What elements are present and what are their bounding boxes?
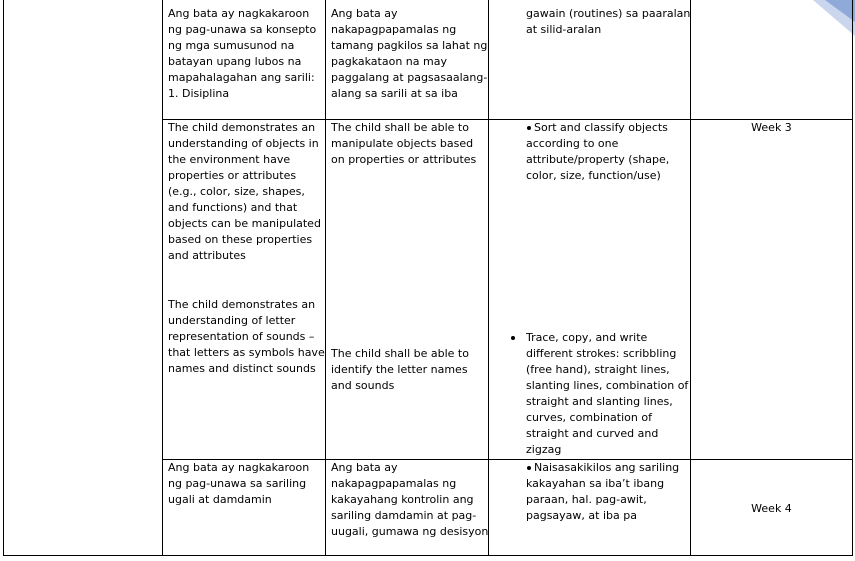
week-label: Week 3 (751, 121, 792, 134)
cell-competency: gawain (routines) sa paaralan at silid-aralan (526, 7, 691, 36)
cell-content-standard: The child demonstrates an understanding of objects in the environment have properties or attributes (e.g., color, size, shapes, and functions) and that objects can be manipulated based on these properties and attributes (168, 121, 321, 262)
table-border-right (852, 0, 853, 556)
cell-competency: according to one attribute/property (shape, color, size, function/use) (526, 137, 670, 182)
cell-performance-standard: The child shall be able to identify the letter names and sounds (331, 347, 469, 392)
table-border-bottom (3, 555, 853, 556)
cell-competency: kakayahan sa iba’t ibang paraan, hal. pag-awit, pagsayaw, at iba pa (526, 477, 665, 522)
cell-performance-standard: Ang bata ay nakapagpapamalas ng tamang pagkilos sa lahat ng pagkakataon na may paggalang at pagsasaalang- alang sa sarili at sa iba (331, 7, 488, 100)
bullet-icon (527, 126, 531, 130)
bullet-icon (527, 466, 531, 470)
bullet-icon (511, 336, 515, 340)
cell-competency: Sort and classify objects (534, 121, 668, 134)
col-divider-2 (325, 0, 326, 556)
cell-content-standard: Ang bata ay nagkakaroon ng pag-unawa sa sariling ugali at damdamin (168, 461, 310, 506)
col-divider-1 (162, 0, 163, 556)
cell-performance-standard: The child shall be able to manipulate objects based on properties or attributes (331, 121, 477, 166)
table-border-left (3, 0, 4, 556)
cell-competency: Trace, copy, and write different strokes: scribbling (free hand), straight lines, slanting lines, combination of straight and slanting lines, curves, combination of straight and curved and zigzag (526, 331, 689, 456)
page-corner-fold-icon (795, 0, 855, 40)
cell-content-standard: Ang bata ay nagkakaroon ng pag-unawa sa konsepto ng mga sumusunod na batayan upang lubos na mapahalagahan ang sarili: 1. Disiplina (168, 7, 317, 100)
cell-content-standard: The child demonstrates an understanding of letter representation of sounds – that letters as symbols have names and distinct sounds (168, 298, 325, 375)
cell-competency: Naisasakikilos ang sariling (534, 461, 680, 474)
cell-performance-standard: Ang bata ay nakapagpapamalas ng kakayahang kontrolin ang sariling damdamin at pag- uugali, gumawa ng desisyon (331, 461, 489, 538)
week-label: Week 4 (751, 502, 792, 515)
col-divider-4 (690, 0, 691, 556)
